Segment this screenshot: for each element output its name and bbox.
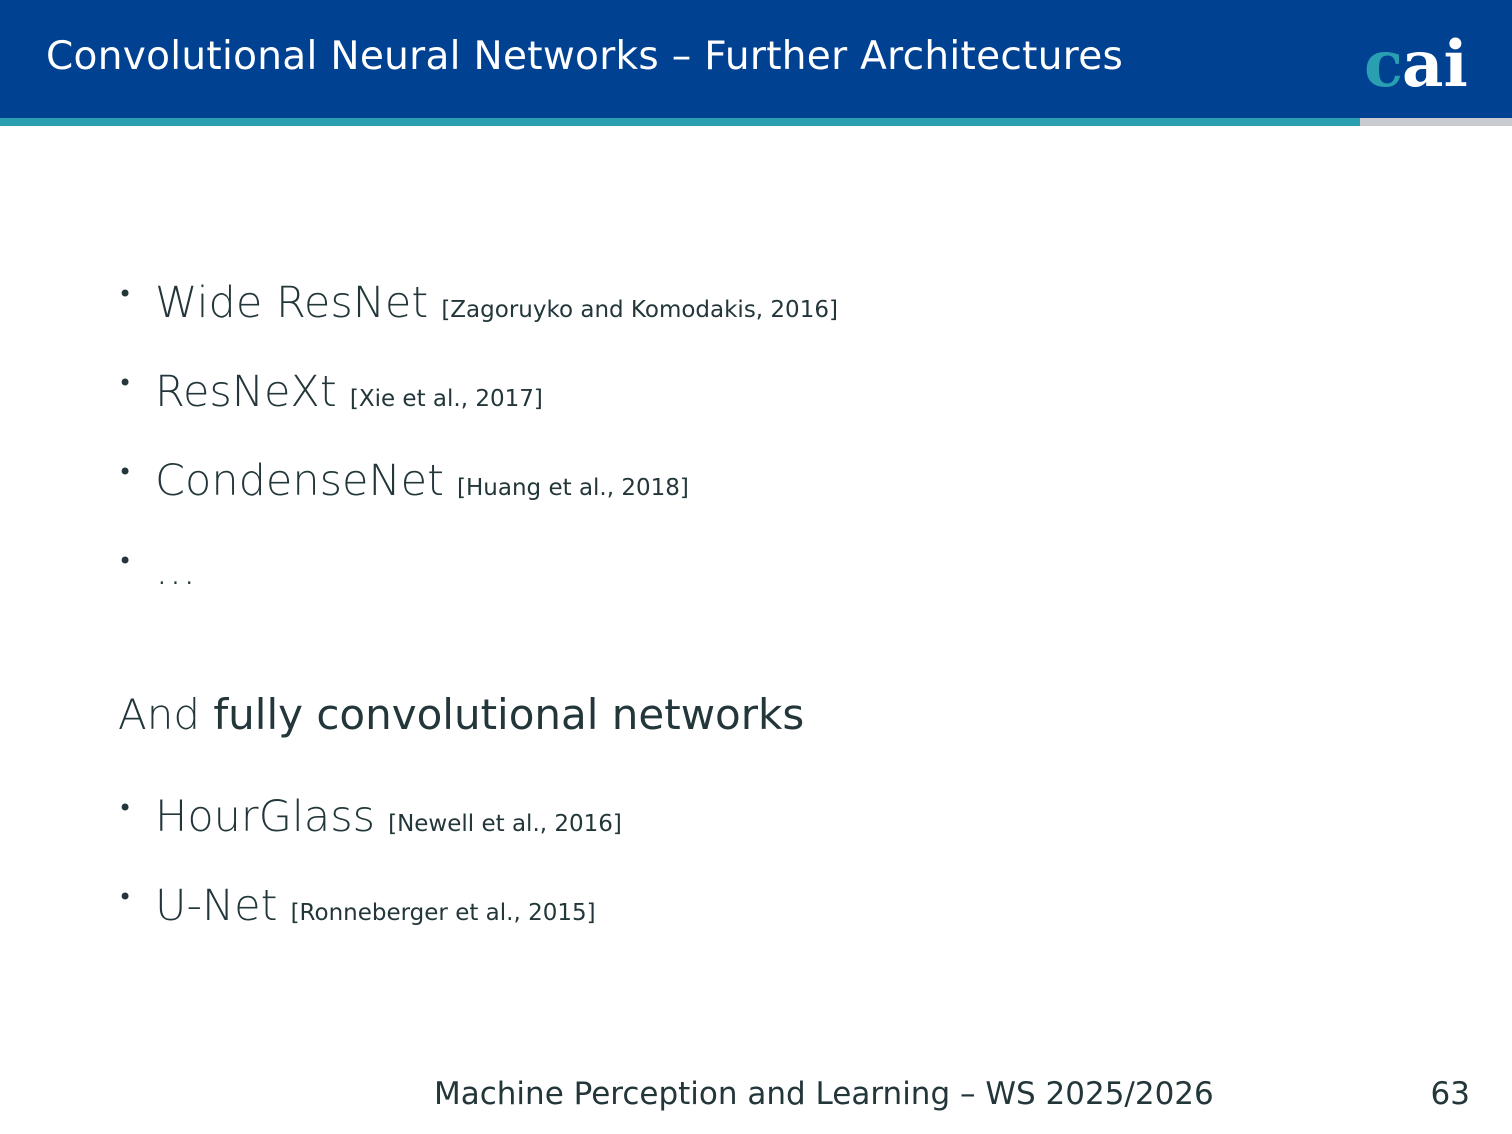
page-number: 63 <box>1430 1076 1470 1112</box>
slide-header <box>0 0 1512 118</box>
header-accent-bar-end <box>1360 118 1512 126</box>
item-label: ResNeXt <box>155 367 337 417</box>
header-accent-bar <box>0 118 1360 126</box>
item-citation: [Huang et al., 2018] <box>457 475 689 501</box>
section-subheading <box>118 690 804 739</box>
item-label: HourGlass <box>155 792 375 842</box>
bullet-icon: • <box>118 547 133 575</box>
logo-letter-c: c <box>1364 27 1403 98</box>
cai-logo <box>1362 18 1472 98</box>
item-citation: [Newell et al., 2016] <box>388 811 622 837</box>
item-label: CondenseNet <box>155 456 444 506</box>
slide-footer: Machine Perception and Learning – WS 2025/2026 <box>434 1076 1214 1112</box>
bullet-icon: • <box>118 794 133 822</box>
item-label: Wide ResNet <box>155 278 429 328</box>
logo-letters-ai: ai <box>1402 27 1468 98</box>
bullet-icon: • <box>118 369 133 397</box>
slide-title: Convolutional Neural Networks – Further Architectures <box>46 34 1124 79</box>
item-label: U-Net <box>155 881 278 931</box>
subheading-emphasis: fully convolutional networks <box>213 690 805 739</box>
bullet-icon: • <box>118 883 133 911</box>
bullet-icon: • <box>118 280 133 308</box>
item-label: ... <box>155 545 197 595</box>
item-citation: [Ronneberger et al., 2015] <box>290 900 596 926</box>
item-citation: [Xie et al., 2017] <box>349 386 543 412</box>
subheading-prefix: And <box>118 690 201 739</box>
item-citation: [Zagoruyko and Komodakis, 2016] <box>441 297 838 323</box>
bullet-icon: • <box>118 458 133 486</box>
